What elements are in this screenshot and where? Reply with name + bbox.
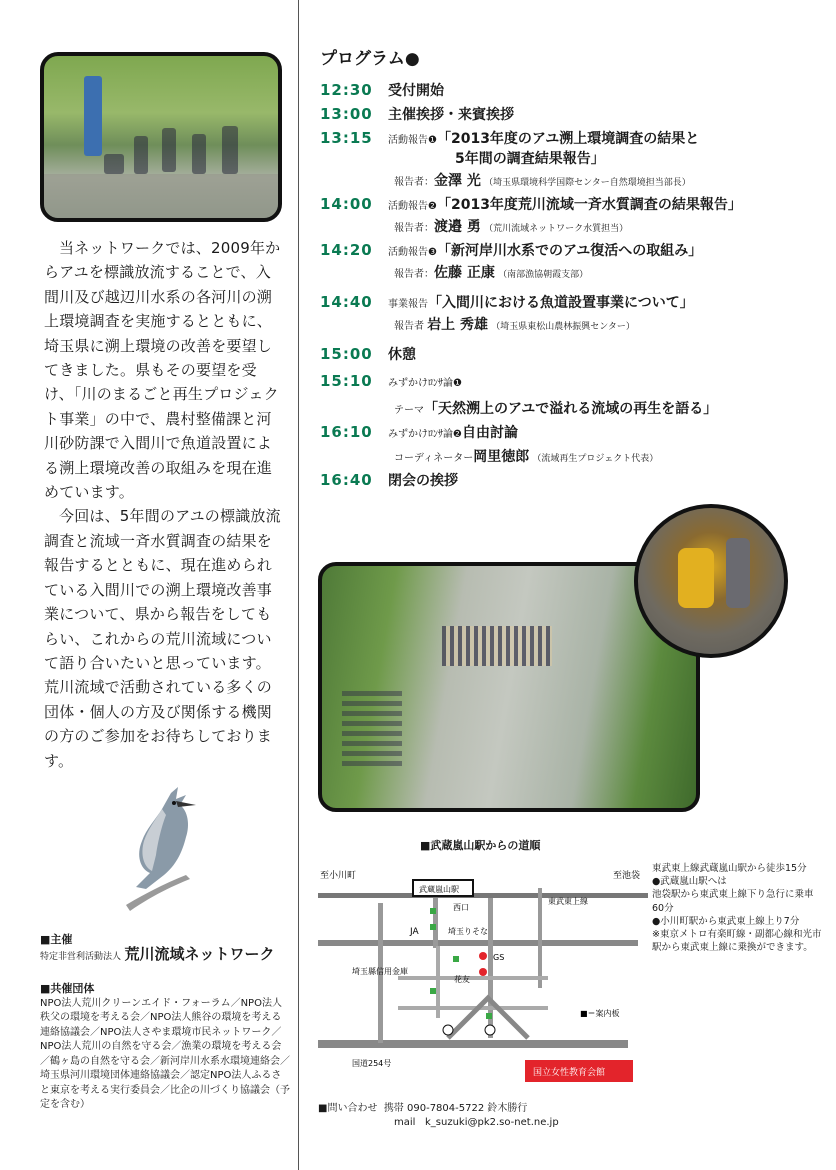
contact-info xyxy=(318,1102,559,1130)
program-item: 5年間の調査結果報告」 xyxy=(455,151,605,167)
route-map xyxy=(318,858,648,1088)
program-tag: みずかけﾛﾝｻ論❷ xyxy=(388,429,462,440)
program-time: 13:15 xyxy=(320,129,373,147)
program-time: 15:10 xyxy=(320,372,373,390)
program-row-continued xyxy=(455,148,605,168)
person xyxy=(134,136,148,174)
program-title: プログラム● xyxy=(320,49,420,69)
program-row xyxy=(320,194,742,214)
access-line: 池袋駅から東武東上線下り急行に乗車60分 xyxy=(652,889,814,914)
access-line: ※東京メトロ有楽町線・副都心線和光市駅から東武東上線に乗換ができます。 xyxy=(652,929,822,954)
access-line: ●小川町駅から東武東上線上り7分 xyxy=(652,915,800,927)
reporter-affiliation: （埼玉県東松山農林振興センター） xyxy=(491,322,635,332)
child xyxy=(678,548,714,608)
label-route: 国道254号 xyxy=(352,1059,392,1068)
reporter-name: 金澤 光 xyxy=(434,173,481,189)
reporter-affiliation: （埼玉県環境科学国際センター自然環境担当部長） xyxy=(484,178,691,188)
person xyxy=(222,126,238,174)
program-row xyxy=(320,372,462,390)
label-destination: 国立女性教育会館 xyxy=(533,1068,606,1078)
label-station: 武蔵嵐山駅 xyxy=(419,885,459,894)
program-time: 13:00 xyxy=(320,105,373,123)
cosponsors-section xyxy=(40,982,290,1113)
program-item: 休憩 xyxy=(388,347,416,363)
program-item: 「新河岸川水系でのアユ復活への取組み」 xyxy=(436,243,703,259)
theme-label: テーマ xyxy=(394,405,424,416)
label-west-exit: 西口 xyxy=(453,903,469,912)
program-row xyxy=(320,344,416,364)
phone-number: 090-7804-5722 xyxy=(407,1103,485,1114)
program-row xyxy=(320,80,444,100)
label-bank2: 埼玉縣信用金庫 xyxy=(352,967,408,976)
reporter-name: 佐藤 正康 xyxy=(434,265,495,281)
program-row xyxy=(320,104,514,124)
contact-label: ■問い合わせ xyxy=(318,1103,378,1114)
program-item: 「入間川における魚道設置事業について」 xyxy=(428,295,694,311)
program-time: 15:00 xyxy=(320,345,373,363)
reporter-label: 報告者： xyxy=(394,177,434,188)
program-row xyxy=(320,128,699,148)
program-time: 14:20 xyxy=(320,241,373,259)
reporter-label: 報告者 xyxy=(394,321,424,332)
organizer-name: 荒川流域ネットワーク xyxy=(124,945,275,963)
label-hanatomo: 花友 xyxy=(454,975,470,984)
theme-text: 「天然溯上のアユで溢れる流域の再生を語る」 xyxy=(424,401,718,417)
program-item: 閉会の挨拶 xyxy=(388,473,458,489)
reporter-name: 岡里徳郎 xyxy=(473,449,530,465)
program-item: 受付開始 xyxy=(388,83,444,99)
label-tobu-line: 東武東上線 xyxy=(548,897,588,906)
program-item: 主催挨拶・来賓挨拶 xyxy=(388,107,514,123)
cosponsors-heading: ■共催団体 xyxy=(40,982,95,995)
program-row xyxy=(320,292,694,312)
mail-address[interactable]: k_suzuki@pk2.so-net.ne.jp xyxy=(424,1117,559,1128)
organizer-prefix: 特定非営利活動法人 xyxy=(40,952,122,962)
organizer-section xyxy=(40,932,275,965)
label-gs: GS xyxy=(493,953,505,962)
program-row xyxy=(320,422,518,442)
access-line: ●武蔵嵐山駅へは xyxy=(652,876,727,888)
label-to-ogawa: 至小川町 xyxy=(320,871,357,881)
program-time: 14:00 xyxy=(320,195,373,213)
program-item: 「2013年度荒川流域一斉水質調査の結果報告」 xyxy=(436,197,742,213)
reporter-label: 報告者： xyxy=(394,223,434,234)
map-legend: ■＝案内板 xyxy=(580,1009,620,1018)
program-row xyxy=(320,470,458,490)
program-tag: 活動報告❶ xyxy=(388,135,437,146)
reporter-label: コーディネーター xyxy=(394,453,474,464)
intro-text xyxy=(44,236,284,773)
program-tag: 事業報告 xyxy=(388,299,428,310)
intro-paragraph-2: 今回は、5年間のアユの標識放流調査と流域一斉水質調査の結果を報告するとともに、現在進められている入間川での溯上環境改善事業について、県から報告をしてもらい、これからの荒川流域について語り合いたいと思っています。荒川流域で活動されている多くの団体・個人の方及び関係する機関の方のご参加をお待ちしております。 xyxy=(44,507,281,770)
column-divider xyxy=(298,0,299,1170)
program-row xyxy=(320,240,702,260)
person xyxy=(162,128,176,172)
program-tag: みずかけﾛﾝｻ論❶ xyxy=(388,378,462,389)
program-reporter xyxy=(394,446,658,466)
access-line: 東武東上線武蔵嵐山駅から徒歩15分 xyxy=(652,863,807,874)
phone-label: 携帯 xyxy=(383,1103,404,1114)
crowd xyxy=(342,686,402,766)
reporter-name: 岩上 秀雄 xyxy=(427,317,489,333)
organizer-heading: ■主催 xyxy=(40,933,73,946)
mail-label: mail xyxy=(394,1117,416,1128)
cosponsors-list: NPO法人荒川クリーンエイド・フォーラム／NPO法人秩父の環境を考える会／NPO法人熊谷の環境を考える連絡協議会／NPO法人さやま環境市民ネットワーク／NPO法人荒川の自然を守る会／漁業の環境を考える会／鶴ヶ島の自然を守る会／新河岸川水系水環境連絡会／埼玉県河川環境団体連絡協議会／認定NPO法人ふるさと東京を考える実行委員会／比企の川づくり協議会（予定を含む） xyxy=(40,997,290,1110)
program-reporter xyxy=(394,170,691,190)
contact-person: 鈴木勝行 xyxy=(487,1103,528,1114)
reporter-affiliation: （流域再生プロジェクト代表） xyxy=(532,454,659,464)
program-theme xyxy=(394,398,717,418)
program-tag: 活動報告❸ xyxy=(388,247,437,258)
banner xyxy=(84,76,102,156)
person xyxy=(192,134,206,174)
program-item: 「2013年度のアユ溯上環境調査の結果と xyxy=(436,131,700,147)
label-bank1: 埼玉りそな xyxy=(448,927,488,936)
reporter-name: 渡邉 勇 xyxy=(434,219,481,235)
map-title: ■武蔵嵐山駅からの道順 xyxy=(420,839,541,852)
program-time: 16:40 xyxy=(320,471,373,489)
child xyxy=(726,538,750,608)
program-reporter xyxy=(394,216,628,236)
kingfisher-illustration xyxy=(116,785,216,915)
program-time: 12:30 xyxy=(320,81,373,99)
label-to-ikebukuro: 至池袋 xyxy=(613,871,641,881)
program-reporter xyxy=(394,262,588,282)
reporter-label: 報告者： xyxy=(394,269,434,280)
access-info xyxy=(652,862,822,954)
photo-river-survey xyxy=(40,52,282,222)
label-ja: JA xyxy=(410,927,419,937)
person xyxy=(104,154,124,174)
water xyxy=(44,174,278,218)
crowd xyxy=(442,626,552,666)
program-reporter xyxy=(394,314,635,334)
reporter-affiliation: （南部漁協朝霞支部） xyxy=(498,270,589,280)
program-tag: 活動報告❷ xyxy=(388,201,437,212)
program-time: 16:10 xyxy=(320,423,373,441)
reporter-affiliation: （荒川流域ネットワーク水質担当） xyxy=(484,224,629,234)
photo-children-net xyxy=(634,504,788,658)
program-item: 自由討論 xyxy=(461,425,518,441)
intro-paragraph-1: 当ネットワークでは、2009年からアユを標識放流することで、入間川及び越辺川水系の各河川の溯上環境調査を実施するとともに、埼玉県に溯上環境の改善を要望してきました。県もその要望を受け、「川のまるごと再生プロジェクト事業」の中で、農村整備課と河川砂防課で入間川で魚道設置による溯上環境改善の取組みを現在進めています。 xyxy=(44,239,281,502)
program-time: 14:40 xyxy=(320,293,373,311)
